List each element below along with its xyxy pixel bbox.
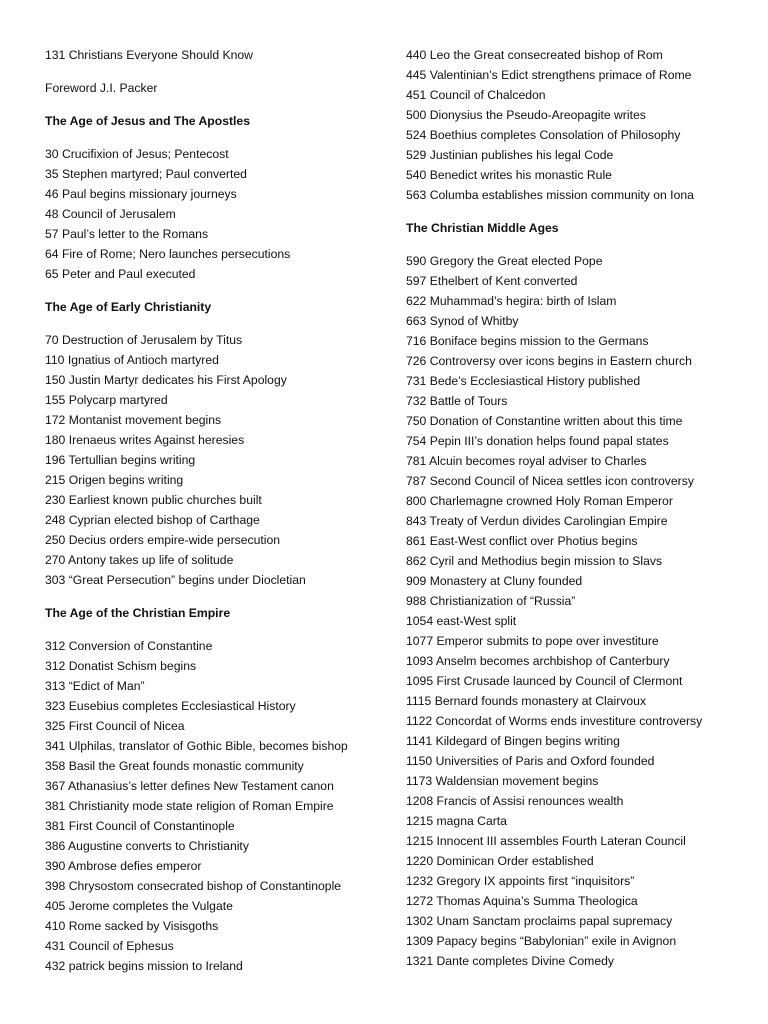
- timeline-entry: 843 Treaty of Verdun divides Carolingian Empire: [406, 514, 668, 528]
- list-late-empire-continued: [406, 45, 756, 205]
- timeline-entry: 150 Justin Martyr dedicates his First Apology: [45, 373, 287, 387]
- timeline-entry: 323 Eusebius completes Ecclesiastical History: [45, 699, 296, 713]
- timeline-entry: 35 Stephen martyred; Paul converted: [45, 167, 247, 181]
- timeline-entry: 358 Basil the Great founds monastic community: [45, 759, 304, 773]
- timeline-entry: 196 Tertullian begins writing: [45, 453, 196, 467]
- timeline-entry: 312 Donatist Schism begins: [45, 659, 197, 673]
- section-heading-christian-empire: The Age of the Christian Empire: [45, 606, 231, 620]
- timeline-entry: 781 Alcuin becomes royal adviser to Charles: [406, 454, 647, 468]
- timeline-entry: 451 Council of Chalcedon: [406, 88, 546, 102]
- timeline-entry: 732 Battle of Tours: [406, 394, 508, 408]
- left-column: [45, 45, 395, 976]
- timeline-entry: 563 Columba establishes mission community on Iona: [406, 188, 694, 202]
- timeline-entry: 1272 Thomas Aquina’s Summa Theologica: [406, 894, 638, 908]
- timeline-entry: 57 Paul’s letter to the Romans: [45, 227, 209, 241]
- list-jesus-apostles: [45, 144, 395, 284]
- timeline-entry: 1150 Universities of Paris and Oxford founded: [406, 754, 655, 768]
- timeline-entry: 313 “Edict of Man”: [45, 679, 145, 693]
- timeline-entry: 341 Ulphilas, translator of Gothic Bible, becomes bishop: [45, 739, 348, 753]
- timeline-entry: 381 Christianity mode state religion of Roman Empire: [45, 799, 334, 813]
- timeline-entry: 325 First Council of Nicea: [45, 719, 185, 733]
- timeline-entry: 230 Earliest known public churches built: [45, 493, 262, 507]
- timeline-entry: 431 Council of Ephesus: [45, 939, 174, 953]
- timeline-entry: 726 Controversy over icons begins in Eastern church: [406, 354, 692, 368]
- section-heading-jesus-apostles: The Age of Jesus and The Apostles: [45, 114, 250, 128]
- timeline-entry: 65 Peter and Paul executed: [45, 267, 196, 281]
- timeline-entry: 46 Paul begins missionary journeys: [45, 187, 237, 201]
- timeline-entry: 250 Decius orders empire-wide persecution: [45, 533, 281, 547]
- timeline-entry: 731 Bede’s Ecclesiastical History published: [406, 374, 641, 388]
- timeline-entry: 172 Montanist movement begins: [45, 413, 222, 427]
- timeline-entry: 1220 Dominican Order established: [406, 854, 594, 868]
- timeline-entry: 500 Dionysius the Pseudo-Areopagite writes: [406, 108, 646, 122]
- timeline-entry: 1141 Kildegard of Bingen begins writing: [406, 734, 620, 748]
- timeline-entry: 754 Pepin III’s donation helps found papal states: [406, 434, 669, 448]
- timeline-entry: 432 patrick begins mission to Ireland: [45, 959, 243, 973]
- timeline-entry: 716 Boniface begins mission to the Germans: [406, 334, 649, 348]
- timeline-entry: 64 Fire of Rome; Nero launches persecutions: [45, 247, 291, 261]
- section-heading-early-christianity: The Age of Early Christianity: [45, 300, 212, 314]
- timeline-entry: 1208 Francis of Assisi renounces wealth: [406, 794, 624, 808]
- timeline-entry: 750 Donation of Constantine written about this time: [406, 414, 683, 428]
- timeline-entry: 110 Ignatius of Antioch martyred: [45, 353, 219, 367]
- timeline-entry: 861 East-West conflict over Photius begins: [406, 534, 638, 548]
- list-christian-empire: [45, 636, 395, 976]
- list-middle-ages: [406, 251, 756, 971]
- document-title: 131 Christians Everyone Should Know: [45, 48, 253, 62]
- timeline-entry: 1095 First Crusade launced by Council of Clermont: [406, 674, 683, 688]
- timeline-entry: 48 Council of Jerusalem: [45, 207, 176, 221]
- timeline-entry: 1122 Concordat of Worms ends investiture controversy: [406, 714, 703, 728]
- timeline-entry: 1215 Innocent III assembles Fourth Lateran Council: [406, 834, 686, 848]
- timeline-entry: 386 Augustine converts to Christianity: [45, 839, 249, 853]
- timeline-entry: 367 Athanasius’s letter defines New Testament canon: [45, 779, 334, 793]
- timeline-entry: 1173 Waldensian movement begins: [406, 774, 599, 788]
- timeline-entry: 787 Second Council of Nicea settles icon controversy: [406, 474, 694, 488]
- timeline-entry: 405 Jerome completes the Vulgate: [45, 899, 233, 913]
- timeline-entry: 1115 Bernard founds monastery at Clairvoux: [406, 694, 647, 708]
- timeline-entry: 30 Crucifixion of Jesus; Pentecost: [45, 147, 229, 161]
- timeline-entry: 590 Gregory the Great elected Pope: [406, 254, 603, 268]
- timeline-entry: 1302 Unam Sanctam proclaims papal supremacy: [406, 914, 673, 928]
- timeline-entry: 800 Charlemagne crowned Holy Roman Emperor: [406, 494, 673, 508]
- section-heading-middle-ages: The Christian Middle Ages: [406, 221, 559, 235]
- timeline-entry: 540 Benedict writes his monastic Rule: [406, 168, 612, 182]
- timeline-entry: 663 Synod of Whitby: [406, 314, 519, 328]
- timeline-entry: 529 Justinian publishes his legal Code: [406, 148, 614, 162]
- timeline-entry: 1309 Papacy begins “Babylonian” exile in Avignon: [406, 934, 677, 948]
- timeline-entry: 988 Christianization of “Russia”: [406, 594, 576, 608]
- timeline-entry: 524 Boethius completes Consolation of Philosophy: [406, 128, 681, 142]
- timeline-entry: 1232 Gregory IX appoints first “inquisitors”: [406, 874, 635, 888]
- timeline-entry: 1321 Dante completes Divine Comedy: [406, 954, 614, 968]
- timeline-entry: 909 Monastery at Cluny founded: [406, 574, 583, 588]
- timeline-entry: 622 Muhammad’s hegira: birth of Islam: [406, 294, 617, 308]
- timeline-entry: 597 Ethelbert of Kent converted: [406, 274, 578, 288]
- timeline-entry: 398 Chrysostom consecrated bishop of Constantinople: [45, 879, 342, 893]
- timeline-entry: 1054 east-West split: [406, 614, 517, 628]
- timeline-entry: 1215 magna Carta: [406, 814, 507, 828]
- timeline-entry: 180 Irenaeus writes Against heresies: [45, 433, 245, 447]
- timeline-entry: 445 Valentinian’s Edict strengthens primace of Rome: [406, 68, 692, 82]
- timeline-entry: 215 Origen begins writing: [45, 473, 184, 487]
- timeline-entry: 303 “Great Persecution” begins under Diocletian: [45, 573, 306, 587]
- right-column: [406, 45, 756, 971]
- timeline-entry: 155 Polycarp martyred: [45, 393, 168, 407]
- list-early-christianity: [45, 330, 395, 590]
- timeline-entry: 390 Ambrose defies emperor: [45, 859, 202, 873]
- timeline-entry: 312 Conversion of Constantine: [45, 639, 213, 653]
- timeline-entry: 440 Leo the Great consecreated bishop of Rom: [406, 48, 663, 62]
- timeline-entry: 248 Cyprian elected bishop of Carthage: [45, 513, 260, 527]
- timeline-entry: 270 Antony takes up life of solitude: [45, 553, 234, 567]
- timeline-entry: 1093 Anselm becomes archbishop of Canterbury: [406, 654, 670, 668]
- timeline-entry: 410 Rome sacked by Visisgoths: [45, 919, 219, 933]
- timeline-entry: 70 Destruction of Jerusalem by Titus: [45, 333, 243, 347]
- timeline-entry: 862 Cyril and Methodius begin mission to Slavs: [406, 554, 663, 568]
- timeline-entry: 1077 Emperor submits to pope over investiture: [406, 634, 659, 648]
- timeline-entry: 381 First Council of Constantinople: [45, 819, 235, 833]
- foreword-line: Foreword J.I. Packer: [45, 81, 158, 95]
